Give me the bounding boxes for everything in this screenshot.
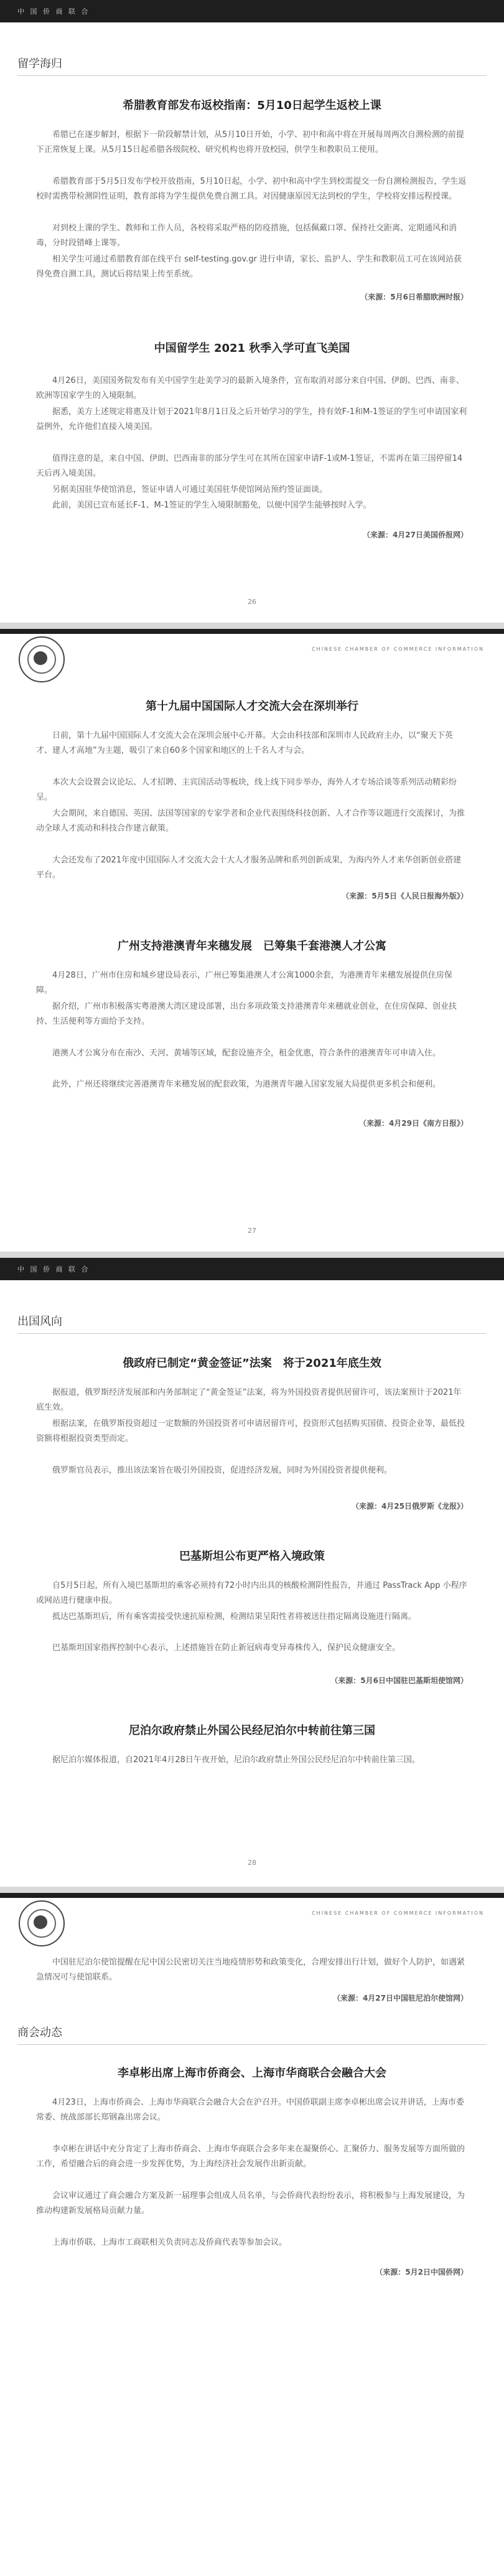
article-paragraph: 大会期间，来自德国、英国、法国等国家的专家学者和企业代表围绕科技创新、人才合作等议题进行交流探讨，为推动全球人才流动和科技合作建言献策。: [36, 809, 465, 833]
header-strip: [0, 629, 504, 634]
emblem-icon: [19, 636, 65, 682]
article-paragraph: 巴基斯坦国家指挥控制中心表示，上述措施旨在防止新冠病毒变异毒株传入，保护民众健康安全。: [52, 1643, 401, 1653]
masthead: CHINESE CHAMBER OF COMMERCE INFORMATION: [312, 1910, 484, 1916]
emblem-icon: [19, 1900, 65, 1946]
page-2: [0, 629, 504, 1252]
article-source: （来源：5月6日中国驻巴基斯坦使馆网）: [330, 1676, 468, 1685]
top-band: [0, 1258, 504, 1280]
article-paragraph: 本次大会设置会议论坛、人才招聘、主宾国活动等板块，线上线下同步举办，海外人才专场洽谈等系列活动精彩纷呈。: [36, 778, 457, 802]
article-title: 希腊教育部发布返校指南：5月10日起学生返校上课: [123, 99, 381, 112]
article-paragraph: 据报道，俄罗斯经济发展部和内务部制定了“黄金签证”法案，将为外国投资者提供居留许可，该法案预计于2021年底生效。: [36, 1388, 462, 1412]
article-paragraph: 日前，第十九届中国国际人才交流大会在深圳会展中心开幕。大会由科技部和深圳市人民政府主办，以“聚天下英才、建人才高地”为主题，吸引了来自60多个国家和地区的上千名人才与会。: [36, 731, 453, 755]
article-paragraph: 据悉，美方上述规定将惠及计划于2021年8月1日及之后开始学习的学生，持有效F-1和M-1签证的学生可申请国家利益例外，允许他们直接入境美国。: [36, 407, 467, 432]
article-paragraph: 会议审议通过了商会融合方案及新一届理事会组成人员名单，与会侨商代表纷纷表示，将积极参与上海发展建设，为推动构建新发展格局贡献力量。: [36, 2191, 465, 2215]
article-paragraph: 上海市侨联、上海市工商联相关负责同志及侨商代表等参加会议。: [52, 2238, 287, 2247]
article-paragraph: 据介绍，广州市积极落实粤港澳大湾区建设部署，出台多项政策支持港澳青年来穗就业创业，在住房保障、创业扶持、生活便利等方面给予支持。: [36, 1002, 457, 1026]
page-4: [0, 1893, 504, 2576]
masthead: CHINESE CHAMBER OF COMMERCE INFORMATION: [312, 646, 484, 652]
article-title: 第十九届中国国际人才交流大会在深圳举行: [146, 700, 358, 713]
article-paragraph: 俄罗斯官员表示，推出该法案旨在吸引外国投资，促进经济发展，同时为外国投资者提供便利。: [52, 1466, 393, 1475]
article-paragraph: 李卓彬在讲话中充分肯定了上海市侨商会、上海市华商联合会多年来在凝聚侨心、汇聚侨力、服务发展等方面所做的工作，希望融合后的商会进一步发挥优势，为上海经济社会发展作出新贡献。: [36, 2144, 465, 2169]
article-paragraph: 4月26日，美国国务院发布有关中国学生赴美学习的最新入境条件，宣布取消对部分来自中国、伊朗、巴西、南非、欧洲等国家学生的入境限制。: [36, 376, 464, 400]
article-paragraph: 港澳人才公寓分布在南沙、天河、黄埔等区域，配套设施齐全，租金优惠，符合条件的港澳青年可申请入住。: [52, 1049, 441, 1058]
page-number: 26: [248, 598, 256, 606]
article-paragraph: 抵达巴基斯坦后，所有乘客需接受快速抗原检测，检测结果呈阳性者将被送往指定隔离设施进行隔离。: [52, 1612, 417, 1621]
article-title: 巴基斯坦公布更严格入境政策: [179, 1550, 325, 1563]
header-strip: [0, 1893, 504, 1898]
article-paragraph: 相关学生可通过希腊教育部在线平台 self-testing.gov.gr 进行申请，家长、监护人、学生和教职员工可在该网站获得免费自测工具，测试后将结果上传至系统。: [36, 255, 462, 279]
top-band: [0, 0, 504, 22]
section-title: 留学海归: [17, 55, 62, 71]
section-title: 出国风向: [17, 1313, 62, 1329]
article-paragraph: 自5月5日起，所有入境巴基斯坦的乘客必须持有72小时内出具的核酸检测阴性报告，并通过 PassTrack App 小程序或网站进行健康申报。: [36, 1581, 467, 1605]
article-title: 中国留学生 2021 秋季入学可直飞美国: [154, 342, 350, 355]
article-paragraph: 中国驻尼泊尔使馆提醒在尼中国公民密切关注当地疫情形势和政策变化，合理安排出行计划，做好个人防护，如遇紧急情况可与使馆联系。: [36, 1958, 465, 1982]
article-paragraph: 希腊教育部于5月5日发布学校开放指南，5月10日起，小学、初中和高中学生到校需提交一份自测检测报告，学生返校时需携带检测阴性证明，教育部将为学生提供免费自测工具。对因健康原因无法到校的学生，学校将安排远程授课。: [36, 177, 467, 201]
article-source: （来源：4月29日《南方日报》）: [358, 1119, 468, 1128]
article-source: （来源：4月27日中国驻尼泊尔使馆网）: [332, 1994, 468, 2003]
article-title: 俄政府已制定“黄金签证”法案 将于2021年底生效: [123, 1357, 381, 1370]
article-title: 李卓彬出席上海市侨商会、上海市华商联合会融合大会: [118, 2067, 386, 2080]
page-3: [0, 1258, 504, 1887]
article-source: （来源：5月2日中国侨网）: [375, 2268, 468, 2276]
article-source: （来源：5月6日希腊欧洲时报）: [360, 293, 468, 301]
article-title: 尼泊尔政府禁止外国公民经尼泊尔中转前往第三国: [129, 1724, 375, 1737]
article-paragraph: 4月28日，广州市住房和城乡建设局表示，广州已筹集港澳人才公寓1000余套，为港澳青年来穗发展提供住房保障。: [36, 971, 452, 995]
article-paragraph: 值得注意的是，来自中国、伊朗、巴西南非的部分学生可在其所在国家申请F-1或M-1签证，不需再在第三国停留14天后再入境美国。: [36, 454, 463, 478]
article-source: （来源：4月27日美国侨报网）: [362, 531, 468, 539]
article-paragraph: 4月23日，上海市侨商会、上海市华商联合会融合大会在沪召开。中国侨联副主席李卓彬出席会议并讲话，上海市委常委、统战部部长郑钢淼出席会议。: [36, 2098, 464, 2122]
article-paragraph: 此外，广州还将继续完善港澳青年来穗发展的配套政策，为港澳青年融入国家发展大局提供更多机会和便利。: [52, 1080, 441, 1089]
article-source: （来源：5月5日《人民日报海外版》）: [342, 892, 468, 900]
brand-text: 中 国 侨 商 联 合: [17, 1265, 90, 1273]
section-title: 商会动态: [17, 2024, 62, 2040]
article-paragraph: 此前，美国已宣布延长F-1、M-1签证的学生入境限制豁免，以便中国学生能够按时入学。: [52, 501, 371, 510]
page-number: 27: [248, 1227, 256, 1235]
article-paragraph: 对到校上课的学生、教师和工作人员，各校将采取严格的防疫措施，包括佩戴口罩、保持社交距离、定期通风和消毒，分时段错峰上课等。: [36, 224, 457, 248]
page-number: 28: [248, 1859, 256, 1867]
article-paragraph: 根据法案，在俄罗斯投资超过一定数额的外国投资者可申请居留许可，投资形式包括购买国债、投资企业等，最低投资额将根据投资类型而定。: [36, 1419, 465, 1443]
article-title: 广州支持港澳青年来穗发展 已筹集千套港澳人才公寓: [118, 940, 386, 953]
page-1: [0, 0, 504, 623]
article-paragraph: 希腊已在逐步解封，根据下一阶段解禁计划，从5月10日开始，小学、初中和高中将在开展每周两次自测检测的前提下正常恢复上课。从5月15日起希腊各级院校、研究机构也将开放校园，供学生和教职员工使用。: [36, 130, 464, 154]
article-paragraph: 另据美国驻华使馆消息，签证申请人可通过美国驻华使馆网站预约签证面谈。: [52, 485, 328, 494]
article-paragraph: 大会还发布了2021年度中国国际人才交流大会十大人才服务品牌和系列创新成果，为海内外人才来华创新创业搭建平台。: [36, 856, 462, 880]
brand-text: 中 国 侨 商 联 合: [17, 7, 90, 16]
article-source: （来源：4月25日俄罗斯《龙报》）: [351, 1502, 468, 1511]
article-paragraph: 据尼泊尔媒体报道，自2021年4月28日午夜开始，尼泊尔政府禁止外国公民经尼泊尔中转前往第三国。: [52, 1755, 420, 1765]
